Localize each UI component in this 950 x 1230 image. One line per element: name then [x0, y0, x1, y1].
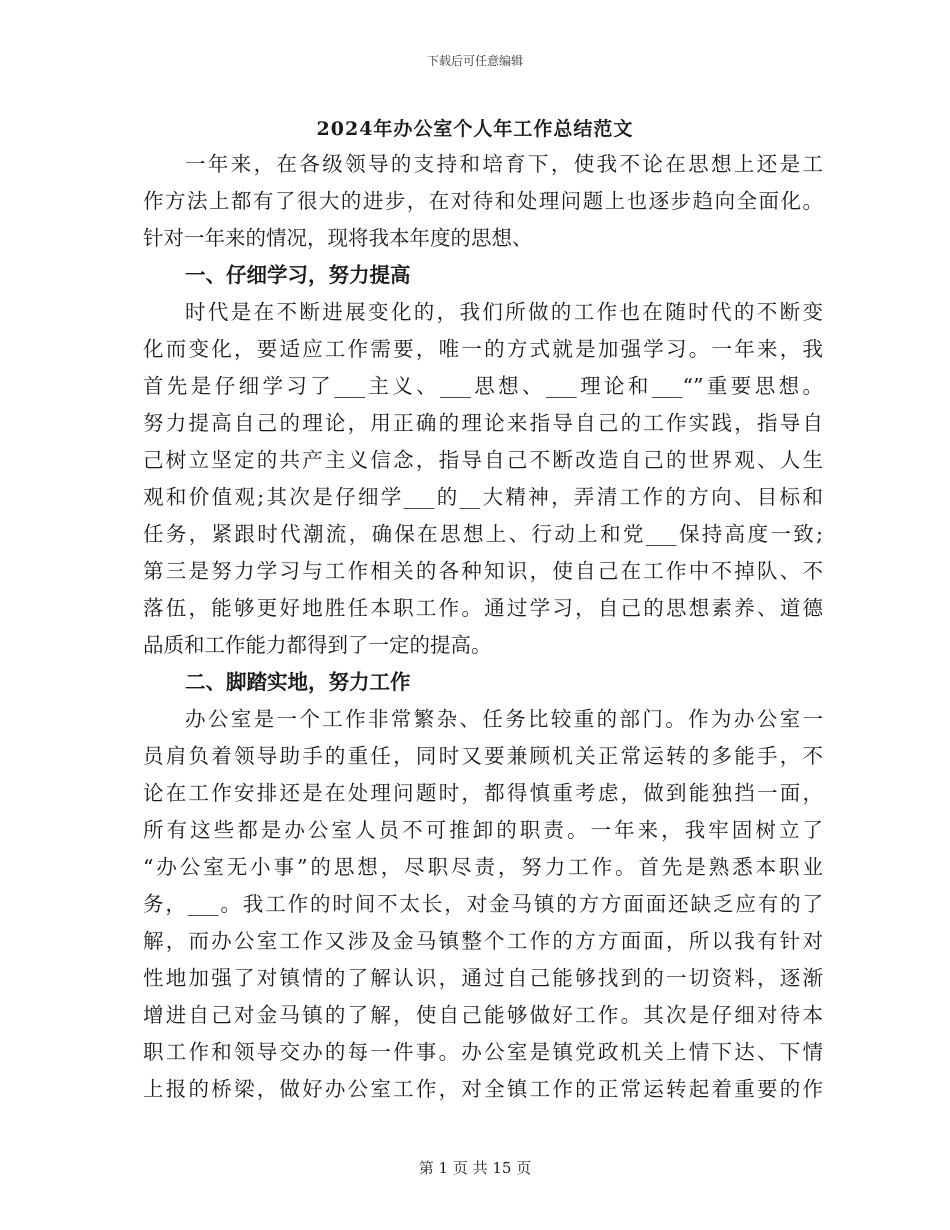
paragraph-line: 己树立坚定的共产主义信念，指导自己不断改造自己的世界观、人生 — [143, 448, 823, 472]
paragraph-line: 上报的桥梁，做好办公室工作，对全镇工作的正常运转起着重要的作 — [143, 1077, 823, 1101]
paragraph-line: 一年来，在各级领导的支持和培育下，使我不论在思想上还是工 — [185, 152, 823, 176]
paragraph-line: 品质和工作能力都得到了一定的提高。 — [143, 633, 492, 657]
paragraph-line: 落伍，能够更好地胜任本职工作。通过学习，自己的思想素养、道德 — [143, 596, 823, 620]
paragraph-line: 性地加强了对镇情的了解认识，通过自己能够找到的一切资料，逐渐 — [143, 966, 823, 990]
paragraph-line: 针对一年来的情况，现将我本年度的思想、 — [143, 226, 533, 250]
paragraph-line: 增进自己对金马镇的了解，使自己能够做好工作。其次是仔细对待本 — [143, 1003, 823, 1027]
paragraph-line: 作方法上都有了很大的进步，在对待和处理问题上也逐步趋向全面化。 — [143, 189, 823, 213]
header-note: 下载后可任意编辑 — [426, 54, 523, 68]
paragraph-line: 首先是仔细学习了___主义、___思想、___理论和___“”重要思想。 — [143, 374, 823, 398]
document-body — [143, 146, 823, 1108]
paragraph-line: 化而变化，要适应工作需要，唯一的方式就是加强学习。一年来，我 — [143, 337, 823, 361]
paragraph-line: 所有这些都是办公室人员不可推卸的职责。一年来，我牢固树立了 — [143, 818, 823, 842]
paragraph-line: 办公室是一个工作非常繁杂、任务比较重的部门。作为办公室一 — [185, 707, 823, 731]
paragraph-line: 努力提高自己的理论，用正确的理论来指导自己的工作实践，指导自 — [143, 411, 823, 435]
paragraph-line: 员肩负着领导助手的重任，同时又要兼顾机关正常运转的多能手，不 — [143, 744, 823, 768]
section-heading: 一、仔细学习，努力提高 — [185, 263, 411, 287]
paragraph-line: 解，而办公室工作又涉及金马镇整个工作的方方面面，所以我有针对 — [143, 929, 823, 953]
document-title: 2024年办公室个人年工作总结范文 — [316, 118, 634, 140]
paragraph-line: 时代是在不断进展变化的，我们所做的工作也在随时代的不断变 — [185, 300, 823, 324]
section-heading: 二、脚踏实地，努力工作 — [185, 670, 411, 694]
paragraph-line: 职工作和领导交办的每一件事。办公室是镇党政机关上情下达、下情 — [143, 1040, 823, 1064]
paragraph-line: 务，___。我工作的时间不太长，对金马镇的方方面面还缺乏应有的了 — [143, 892, 823, 916]
paragraph-line: 观和价值观;其次是仔细学___的__大精神，弄清工作的方向、目标和 — [143, 485, 823, 509]
paragraph-line: 任务，紧跟时代潮流，确保在思想上、行动上和党___保持高度一致; — [143, 522, 823, 546]
paragraph-line: 论在工作安排还是在处理问题时，都得慎重考虑，做到能独挡一面， — [143, 781, 823, 805]
paragraph-line: “办公室无小事”的思想，尽职尽责，努力工作。首先是熟悉本职业 — [143, 855, 823, 879]
paragraph-line: 第三是努力学习与工作相关的各种知识，使自己在工作中不掉队、不 — [143, 559, 823, 583]
page-footer: 第 1 页 共 15 页 — [418, 1159, 532, 1177]
